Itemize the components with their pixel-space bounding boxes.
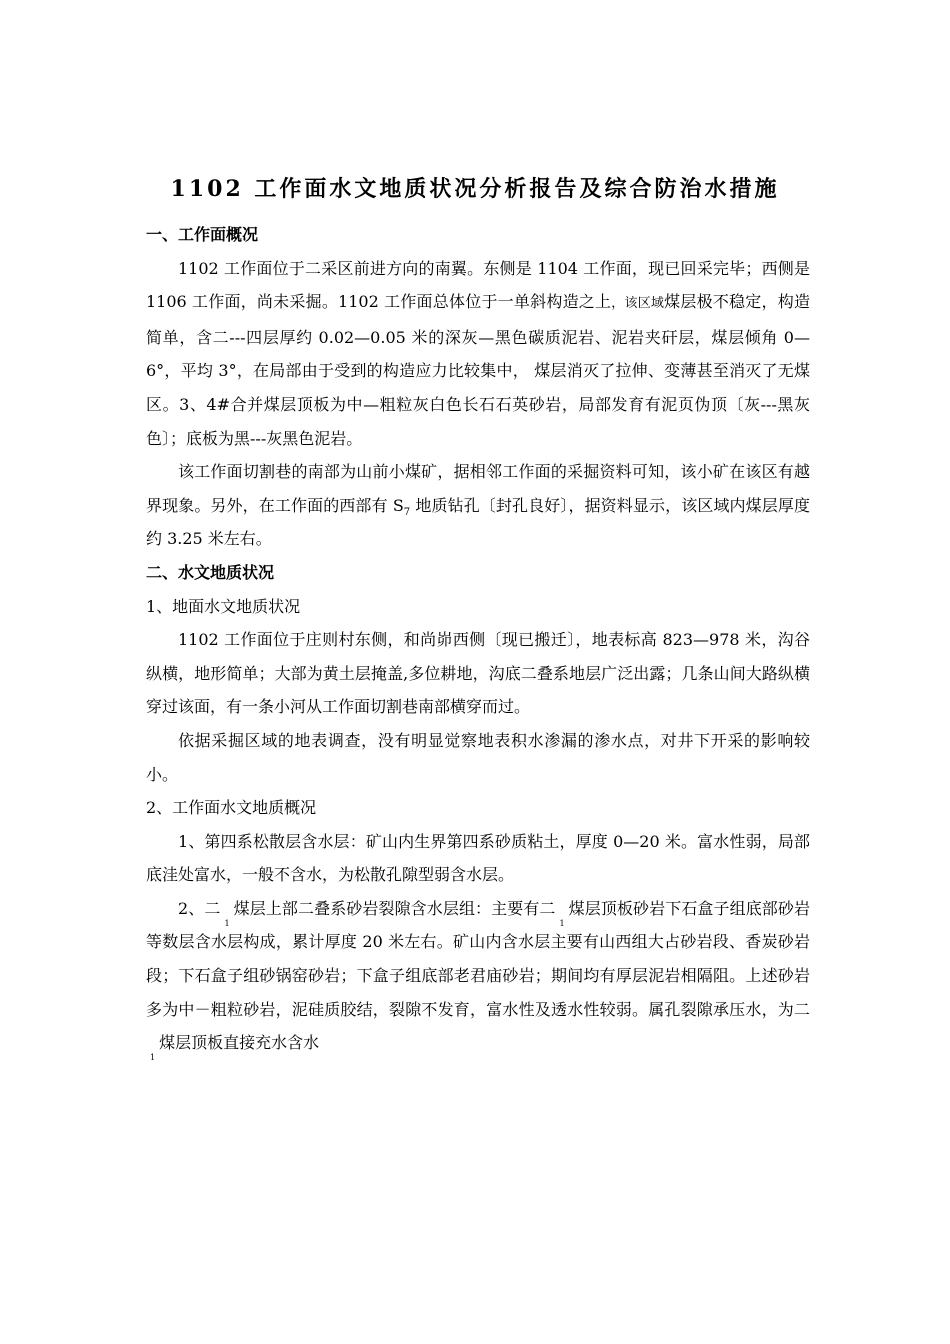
paragraph-small-text: ，该区域 [611,296,665,312]
paragraph-overview-2 [146,455,810,556]
paragraph-text: 2、二 [178,898,221,918]
paragraph-aquifer-1: 1、第四系松散层含水层：矿山内生界第四系砂质粘土，厚度 0—20 米。富水性弱，局部底洼处富水，一般不含水，为松散孔隙型弱含水层。 [146,831,810,885]
document-title: 1102 工作面水文地质状况分析报告及综合防治水措施 [170,176,780,202]
paragraph-text: 煤层极不稳定，构造简单，含二---四层厚约 0.02—0.05 米的深灰—黑色碳质泥岩、泥岩夹矸层，煤层倾角 0—6°，平均 3°，在局部由于受到的构造应力比较集中， 煤层消灭了拉伸、变薄甚至消灭了无煤区。3、4#合并煤层顶板为中—粗粒灰白色长石石英砂岩，局部发育有泥页伪顶〔灰---黑灰色〕；底板为黑---灰黑色泥岩。 [146,292,810,448]
section-heading-overview: 一、工作面概况 [146,225,259,244]
paragraph-text: 煤层顶板砂岩下石盒子组底部砂岩等数层含水层构成，累计厚度 20 米左右。矿山内含水层主要有山西组大占砂岩段、香炭砂岩段；下石盒子组砂锅窑砂岩；下盒子组底部老君庙砂岩；期间均有厚层泥岩相隔阻。上述砂岩多为中－粗粒砂岩，泥硅质胶结，裂隙不发育，富水性及透水性较弱。属孔裂隙承压水，为二 [146,898,810,1019]
paragraph-text: 地质钻孔〔封孔良好〕，据资料显示，该区域内煤层厚度约 3.25 米左右。 [146,495,810,549]
paragraph-text: 煤层上部二叠系砂岩裂隙含水层组：主要有二 [233,898,556,918]
paragraph-surface-2: 依据采掘区域的地表调查，没有明显觉察地表积水渗漏的渗水点，对井下开采的影响较小。 [146,730,810,784]
subscript: 1 [224,918,230,928]
document-body [146,218,810,1063]
paragraph-text: 1102 工作面位于二采区前进方向的南翼。东侧是 1104 工作面，现已回采完毕；西侧是 1106 工作面，尚未采掘。1102 工作面总体位于一单斜构造之上 [146,258,810,312]
subsection-heading-workface: 2、工作面水文地质概况 [146,798,317,818]
subscript: 1 [559,918,565,928]
subscript: 7 [403,506,411,518]
paragraph-aquifer-2 [146,892,810,1063]
subscript: 1 [150,1053,156,1063]
subsection-heading-surface: 1、地面水文地质状况 [146,596,301,616]
section-heading-hydrogeology: 二、水文地质状况 [146,562,275,582]
paragraph-text: 煤层顶板直接充水含水 [159,1033,320,1053]
paragraph-surface-1: 1102 工作面位于庄则村东侧，和尚峁西侧〔现已搬迁〕，地表标高 823—978 米，沟谷纵横，地形简单；大部为黄土层掩盖,多位耕地，沟底二叠系地层广泛出露；几条山间大路纵横穿过该面，有一条小河从工作面切割巷南部横穿而过。 [146,630,810,717]
paragraph-text: 该工作面切割巷的南部为山前小煤矿，据相邻工作面的采掘资料可知，该小矿在该区有越界现象。另外，在工作面的西部有 S [146,462,810,515]
paragraph-overview-1 [146,252,810,456]
